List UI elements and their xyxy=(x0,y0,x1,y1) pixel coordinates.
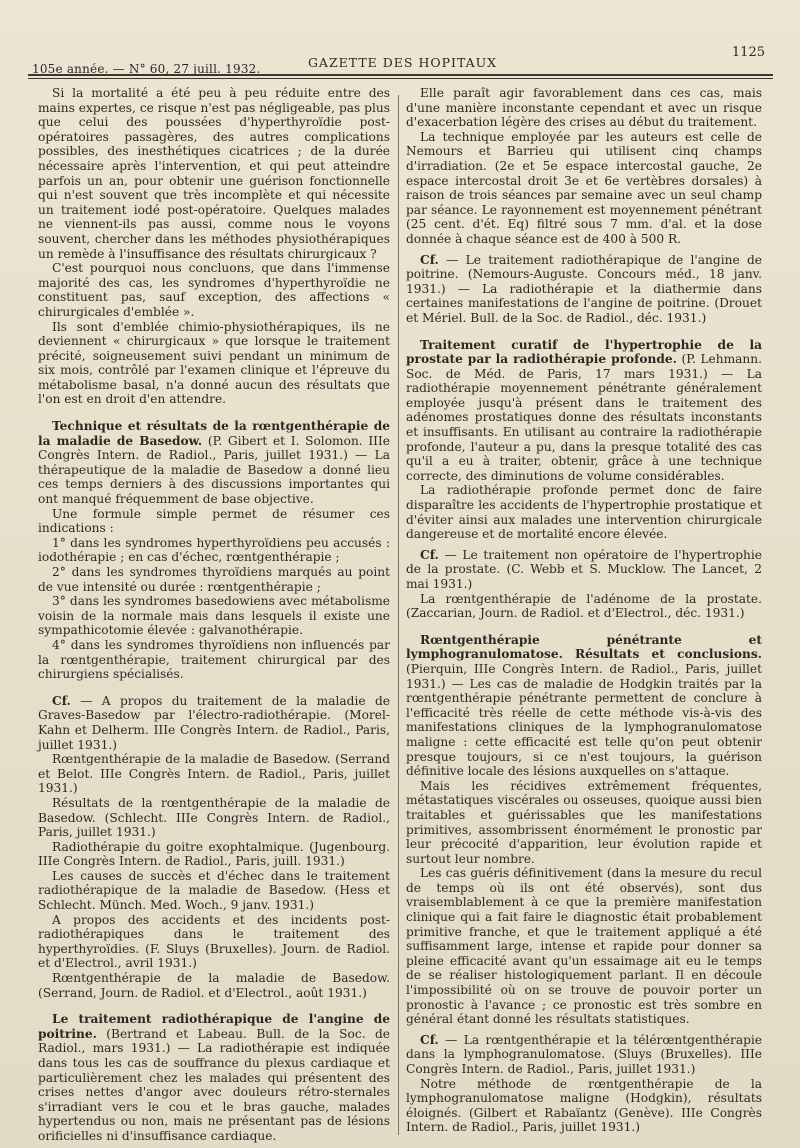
header-rule-thick xyxy=(28,74,773,76)
reference-text: — Le traitement non opératoire de l'hypertrophie de la prostate. (C. Webb et S. Mucklow. The Lancet, 2 mai 1931.) xyxy=(406,547,762,591)
cf-label: Cf. xyxy=(52,693,71,708)
reference xyxy=(38,694,390,752)
cf-label: Cf. xyxy=(420,252,439,267)
right-column xyxy=(406,86,762,1135)
article-lymphogranulomatose xyxy=(406,633,762,779)
article-basedow xyxy=(38,419,390,507)
article-angine xyxy=(38,1012,390,1143)
paragraph: Les cas guéris définitivement (dans la mesure du recul de temps où ils ont été observés), sont dus vraisemblablement à ce que la première manifestation clinique qui a fait faire le diagnostic était probablement primitive franche, et que le traitement appliqué a été suffisamment large, intense et rapide pour donner sa pleine efficacité avant qu'un essaimage ait eu le temps de se réaliser histologiquement parlant. Il en découle l'impossibilité où on se trouve de pouvoir porter un pronostic à l'avance ; ce pronostic est très sombre en général étant donné les résultats statistiques. xyxy=(406,866,762,1027)
left-column xyxy=(38,86,390,1144)
article-title: Technique et résultats de la rœntgenthérapie de la maladie de Basedow. xyxy=(38,419,390,448)
reference: Rœntgenthérapie de la maladie de Basedow. (Serrand et Belot. IIIe Congrès Intern. de Radiol., Paris, juillet 1931.) xyxy=(38,752,390,796)
paragraph: La technique employée par les auteurs est celle de Nemours et Barrieu qui utilisent cinq champs d'irradiation. (2e et 5e espace intercostal gauche, 2e espace intercostal droit 3e et 6e vertèbres dorsales) à raison de trois séances par semaine avec un seul champ par séance. Le rayonnement est moyennement pénétrant (25 cent. d'ét. Eq) filtré sous 7 mm. d'al. et la dose donnée à chaque séance est de 400 à 500 R. xyxy=(406,129,762,246)
reference: Résultats de la rœntgenthérapie de la maladie de Basedow. (Schlecht. IIIe Congrès Intern. de Radiol., Paris, juillet 1931.) xyxy=(38,795,390,840)
article-title: Rœntgenthérapie pénétrante et lymphogranulomatose. Résultats et conclusions. xyxy=(406,632,762,662)
reference: La rœntgenthérapie de l'adénome de la prostate. (Zaccarian, Journ. de Radiol. et d'Electrol., déc. 1931.) xyxy=(406,591,762,621)
list-item: 1° dans les syndromes hyperthyroïdiens peu accusés : iodothérapie ; en cas d'échec, rœntgenthérapie ; xyxy=(38,535,390,565)
reference-text: — A propos du traitement de la maladie de Graves-Basedow par l'électro-radiothérapie. (Morel-Kahn et Delherm. IIIe Congrès Intern. de Radiol., Paris, juillet 1931.) xyxy=(38,693,390,752)
reference-text: — La rœntgenthérapie et la télérœntgenthérapie dans la lymphogranulomatose. (Sluys (Bruxelles). IIIe Congrès Intern. de Radiol., Paris, juillet 1931.) xyxy=(406,1032,762,1076)
list-item: 3° dans les syndromes basedowiens avec métabolisme voisin de la normale mais dans lesquels il existe une sympathicotomie élevée : galvanothérapie. xyxy=(38,594,390,638)
list-item: 4° dans les syndromes thyroïdiens non influencés par la rœntgenthérapie, traitement chirurgical par des chirurgiens spécialisés. xyxy=(38,637,390,682)
reference: Les causes de succès et d'échec dans le traitement radiothérapique de la maladie de Basedow. (Hess et Schlecht. Münch. Med. Woch., 9 janv. 1931.) xyxy=(38,868,390,913)
reference xyxy=(406,548,762,592)
journal-title: GAZETTE DES HOPITAUX xyxy=(307,55,498,70)
article-prostate xyxy=(406,338,762,484)
cf-label: Cf. xyxy=(420,547,439,562)
article-title: Traitement curatif de l'hypertrophie de la prostate par la radiothérapie profonde. xyxy=(406,337,762,367)
article-title: Le traitement radiothérapique de l'angine de poitrine. xyxy=(38,1012,390,1041)
reference xyxy=(406,1033,762,1077)
issue-line: 105e année. — N° 60, 27 juill. 1932. xyxy=(32,62,261,76)
article-text: (P. Gibert et I. Solomon. IIIe Congrès Intern. de Radiol., Paris, juillet 1931.) — La thérapeutique de la maladie de Basedow a donné lieu ces temps derniers à des discussions importantes qui ont manqué fréquemment de base objective. xyxy=(38,433,391,507)
paragraph: Ils sont d'emblée chimio-physiothérapiques, ils ne deviennent « chirurgicaux » que lorsque le traitement précité, soigneusement suivi pendant un minimum de six mois, contrôlé par l'examen clinique et l'épreuve du métabolisme basal, n'a donné aucun des résultats que l'on est en droit d'en attendre. xyxy=(38,319,390,407)
reference: A propos des accidents et des incidents post-radiothérapiques dans le traitement des hyperthyroïdies. (F. Sluys (Bruxelles). Journ. de Radiol. et d'Electrol., avril 1931.) xyxy=(38,912,390,971)
page-number: 1125 xyxy=(731,45,765,60)
reference-text: — Le traitement radiothérapique de l'angine de poitrine. (Nemours-Auguste. Concours méd., 18 janv. 1931.) — La radiothérapie et la diathermie dans certaines manifestations de l'angine de poitrine. (Drouet et Mériel. Bull. de la Soc. de Radiol., déc. 1931.) xyxy=(406,252,763,325)
list-item: 2° dans les syndromes thyroïdiens marqués au point de vue intensité ou durée : rœntgenthérapie ; xyxy=(38,565,390,594)
cf-label: Cf. xyxy=(420,1032,439,1047)
reference: Notre méthode de rœntgenthérapie de la lymphogranulomatose maligne (Hodgkin), résultats éloignés. (Gilbert et Rabaïantz (Genève). IIIe Congrès Intern. de Radiol., Paris, juillet 1931.) xyxy=(406,1076,762,1135)
paragraph: Elle paraît agir favorablement dans ces cas, mais d'une manière inconstante cependant et avec un risque d'exacerbation légère des crises au début du traitement. xyxy=(406,86,762,130)
reference: Rœntgenthérapie de la maladie de Basedow. (Serrand, Journ. de Radiol. et d'Electrol., août 1931.) xyxy=(38,971,390,1000)
paragraph: La radiothérapie profonde permet donc de faire disparaître les accidents de l'hypertrophie prostatique et d'éviter ainsi aux malades une intervention chirurgicale dangereuse et de mortalité encore élevée. xyxy=(406,483,762,542)
header-rule-thin xyxy=(28,78,773,79)
article-text: (Bertrand et Labeau. Bull. de la Soc. de Radiol., mars 1931.) — La radiothérapie est indiquée dans tous les cas de souffrance du plexus cardiaque et particulièrement chez les malades qui présentent des crises nettes d'angor avec douleurs rétro-sternales s'irradiant vers le cou et le bras gauche, malades hypertendus ou non, mais ne présentant pas de lésions orificielles ni d'insuffisance cardiaque. xyxy=(38,1026,390,1143)
paragraph: Si la mortalité a été peu à peu réduite entre des mains expertes, ce risque n'est pas négligeable, pas plus que celui des poussées d'hyperthyroïdie post-opératoires passagères, des autres complications possibles, des inesthétiques cicatrices ; de la durée nécessaire après l'intervention, et qui peut atteindre parfois un an, pour obtenir une guérison fonctionnelle qui n'est souvent que très incomplète et qui nécessite un traitement iodé post-opératoire. Quelques malades ne viennent-ils pas aussi, comme nous le voyons souvent, chercher dans les méthodes physiothérapiques un remède à l'insuffisance des résultats chirurgicaux ? xyxy=(38,86,390,261)
article-text: (Pierquin, IIIe Congrès Intern. de Radiol., Paris, juillet 1931.) — Les cas de maladie de Hodgkin traités par la rœntgenthérapie pénétrante permettent de conclure à l'efficacité très réelle de cette méthode vis-à-vis des manifestations cliniques de la lymphogranulomatose maligne : cette efficacité est telle qu'on peut obtenir presque toujours, si ce n'est toujours, la guérison définitive locale des lésions auxquelles on s'attaque. xyxy=(406,661,762,779)
reference xyxy=(406,253,762,326)
paragraph: Une formule simple permet de résumer ces indications : xyxy=(38,506,390,536)
paragraph: Mais les récidives extrêmement fréquentes, métastatiques viscérales ou osseuses, quoique aussi bien traitables et guérissables que les manifestations primitives, assombrissent énormément le pronostic par leur précocité d'apparition, leur évolution rapide et surtout leur nombre. xyxy=(406,778,762,866)
page-header xyxy=(30,42,775,76)
article-text: (P. Lehmann. Soc. de Méd. de Paris, 17 mars 1931.) — La radiothérapie moyennement pénétrante généralement employée jusqu'à présent dans le traitement des adénomes prostatiques donne des résultats inconstants et insuffisants. En utilisant au contraire la radiothérapie profonde, l'auteur a pu, dans la presque totalité des cas qu'il a eu à traiter, obtenir, grâce à une technique correcte, des diminutions de volume considérables. xyxy=(406,352,762,483)
column-separator xyxy=(398,95,399,1135)
reference: Radiothérapie du goitre exophtalmique. (Jugenbourg. IIIe Congrès Intern. de Radiol., Paris, juill. 1931.) xyxy=(38,839,390,869)
paragraph: C'est pourquoi nous concluons, que dans l'immense majorité des cas, les syndromes d'hyperthyroïdie ne constituent pas, sauf exception, des affections « chirurgicales d'emblée ». xyxy=(38,261,390,319)
